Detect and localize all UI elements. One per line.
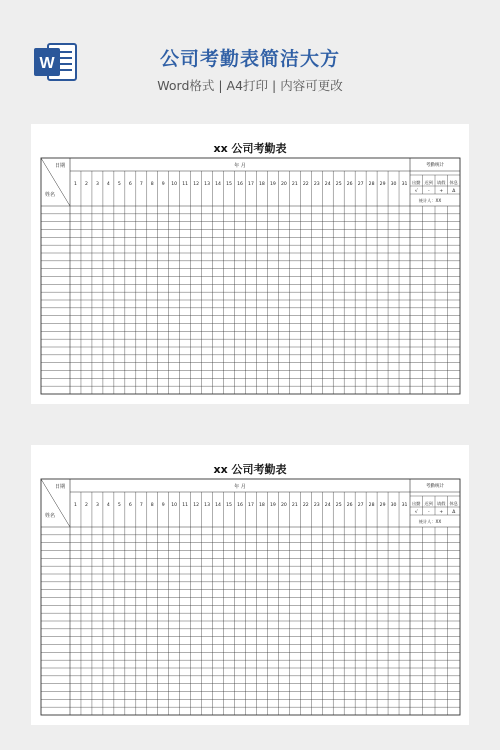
stats-header-3: 休息	[449, 501, 458, 506]
stats-header-1: 迟到	[424, 180, 433, 185]
day-number-7: 7	[139, 182, 143, 187]
year-month-label: 年 月	[234, 484, 246, 490]
day-number-17: 17	[248, 182, 254, 187]
day-number-6: 6	[128, 182, 132, 187]
day-number-30: 30	[390, 503, 397, 508]
day-number-23: 23	[313, 182, 320, 187]
stats-symbol-0: √	[414, 510, 418, 515]
day-number-10: 10	[171, 182, 178, 187]
day-number-20: 20	[280, 503, 287, 508]
day-number-18: 18	[259, 182, 265, 187]
day-number-11: 11	[182, 503, 189, 508]
day-number-1: 1	[74, 503, 77, 508]
date-label: 日期	[54, 484, 66, 490]
day-number-31: 31	[401, 182, 408, 187]
day-number-17: 17	[248, 503, 254, 508]
stats-title: 考勤统计	[426, 484, 444, 489]
stats-person-label: 统计人：XX	[418, 519, 442, 524]
attendance-sheet-preview-1	[31, 124, 469, 404]
day-number-22: 22	[302, 182, 309, 187]
day-number-13: 13	[204, 503, 211, 508]
page-subtitle: Word格式 | A4打印 | 内容可更改	[157, 78, 343, 93]
table-border	[41, 158, 460, 394]
day-number-7: 7	[139, 503, 143, 508]
day-number-29: 29	[379, 503, 386, 508]
day-number-19: 19	[269, 182, 276, 187]
day-number-8: 8	[150, 182, 154, 187]
name-label: 姓名	[44, 513, 56, 519]
day-number-4: 4	[106, 503, 110, 508]
attendance-sheet-preview-2	[31, 445, 469, 725]
stats-header-3: 休息	[449, 180, 458, 185]
sheet-title: xx 公司考勤表	[213, 463, 287, 476]
day-number-14: 14	[215, 503, 221, 508]
stats-symbol-0: √	[414, 189, 418, 194]
day-number-11: 11	[182, 182, 189, 187]
day-number-18: 18	[259, 503, 265, 508]
stats-symbol-3: Δ	[452, 189, 456, 194]
sheet-title: xx 公司考勤表	[213, 142, 287, 155]
day-number-24: 24	[324, 503, 331, 508]
day-number-12: 12	[193, 503, 200, 508]
attendance-table-grid	[31, 124, 469, 404]
stats-symbol-3: Δ	[452, 510, 456, 515]
attendance-table-grid	[31, 445, 469, 725]
day-number-5: 5	[117, 503, 121, 508]
day-number-3: 3	[95, 182, 99, 187]
day-number-6: 6	[128, 503, 132, 508]
day-number-25: 25	[335, 503, 342, 508]
stats-header-2: 请假	[437, 501, 446, 506]
day-number-28: 28	[368, 503, 375, 508]
day-number-10: 10	[171, 503, 178, 508]
day-number-29: 29	[379, 182, 386, 187]
stats-header-0: 出勤	[412, 501, 421, 506]
day-number-5: 5	[117, 182, 121, 187]
day-number-21: 21	[291, 182, 298, 187]
day-number-16: 16	[237, 182, 243, 187]
day-number-27: 27	[357, 182, 364, 187]
day-number-12: 12	[193, 182, 200, 187]
stats-symbol-2: +	[439, 510, 444, 515]
day-number-3: 3	[95, 503, 99, 508]
stats-header-1: 迟到	[424, 501, 433, 506]
stats-title: 考勤统计	[426, 163, 444, 168]
day-number-1: 1	[74, 182, 77, 187]
stats-person-label: 统计人：XX	[418, 198, 442, 203]
page-title: 公司考勤表简洁大方	[159, 48, 340, 70]
day-number-27: 27	[357, 503, 364, 508]
day-number-19: 19	[269, 503, 276, 508]
day-number-15: 15	[226, 503, 232, 508]
day-number-16: 16	[237, 503, 243, 508]
word-logo-letter: W	[39, 55, 55, 72]
day-number-24: 24	[324, 182, 331, 187]
day-number-14: 14	[215, 182, 221, 187]
day-number-28: 28	[368, 182, 375, 187]
date-label: 日期	[54, 163, 66, 169]
name-label: 姓名	[44, 192, 56, 198]
day-number-9: 9	[161, 182, 165, 187]
day-number-9: 9	[161, 503, 165, 508]
day-number-20: 20	[280, 182, 287, 187]
day-number-2: 2	[84, 182, 88, 187]
day-number-21: 21	[291, 503, 298, 508]
day-number-23: 23	[313, 503, 320, 508]
year-month-label: 年 月	[234, 163, 246, 169]
day-number-22: 22	[302, 503, 309, 508]
day-number-2: 2	[84, 503, 88, 508]
day-number-4: 4	[106, 182, 110, 187]
day-number-31: 31	[401, 503, 408, 508]
stats-symbol-1: -	[427, 189, 430, 194]
page-header	[0, 0, 500, 110]
day-number-8: 8	[150, 503, 154, 508]
stats-header-2: 请假	[437, 180, 446, 185]
table-border	[41, 479, 460, 715]
day-number-26: 26	[346, 503, 353, 508]
day-number-30: 30	[390, 182, 397, 187]
day-number-13: 13	[204, 182, 211, 187]
stats-header-0: 出勤	[412, 180, 421, 185]
day-number-15: 15	[226, 182, 232, 187]
day-number-26: 26	[346, 182, 353, 187]
day-number-25: 25	[335, 182, 342, 187]
stats-symbol-2: +	[439, 189, 444, 194]
stats-symbol-1: -	[427, 510, 430, 515]
